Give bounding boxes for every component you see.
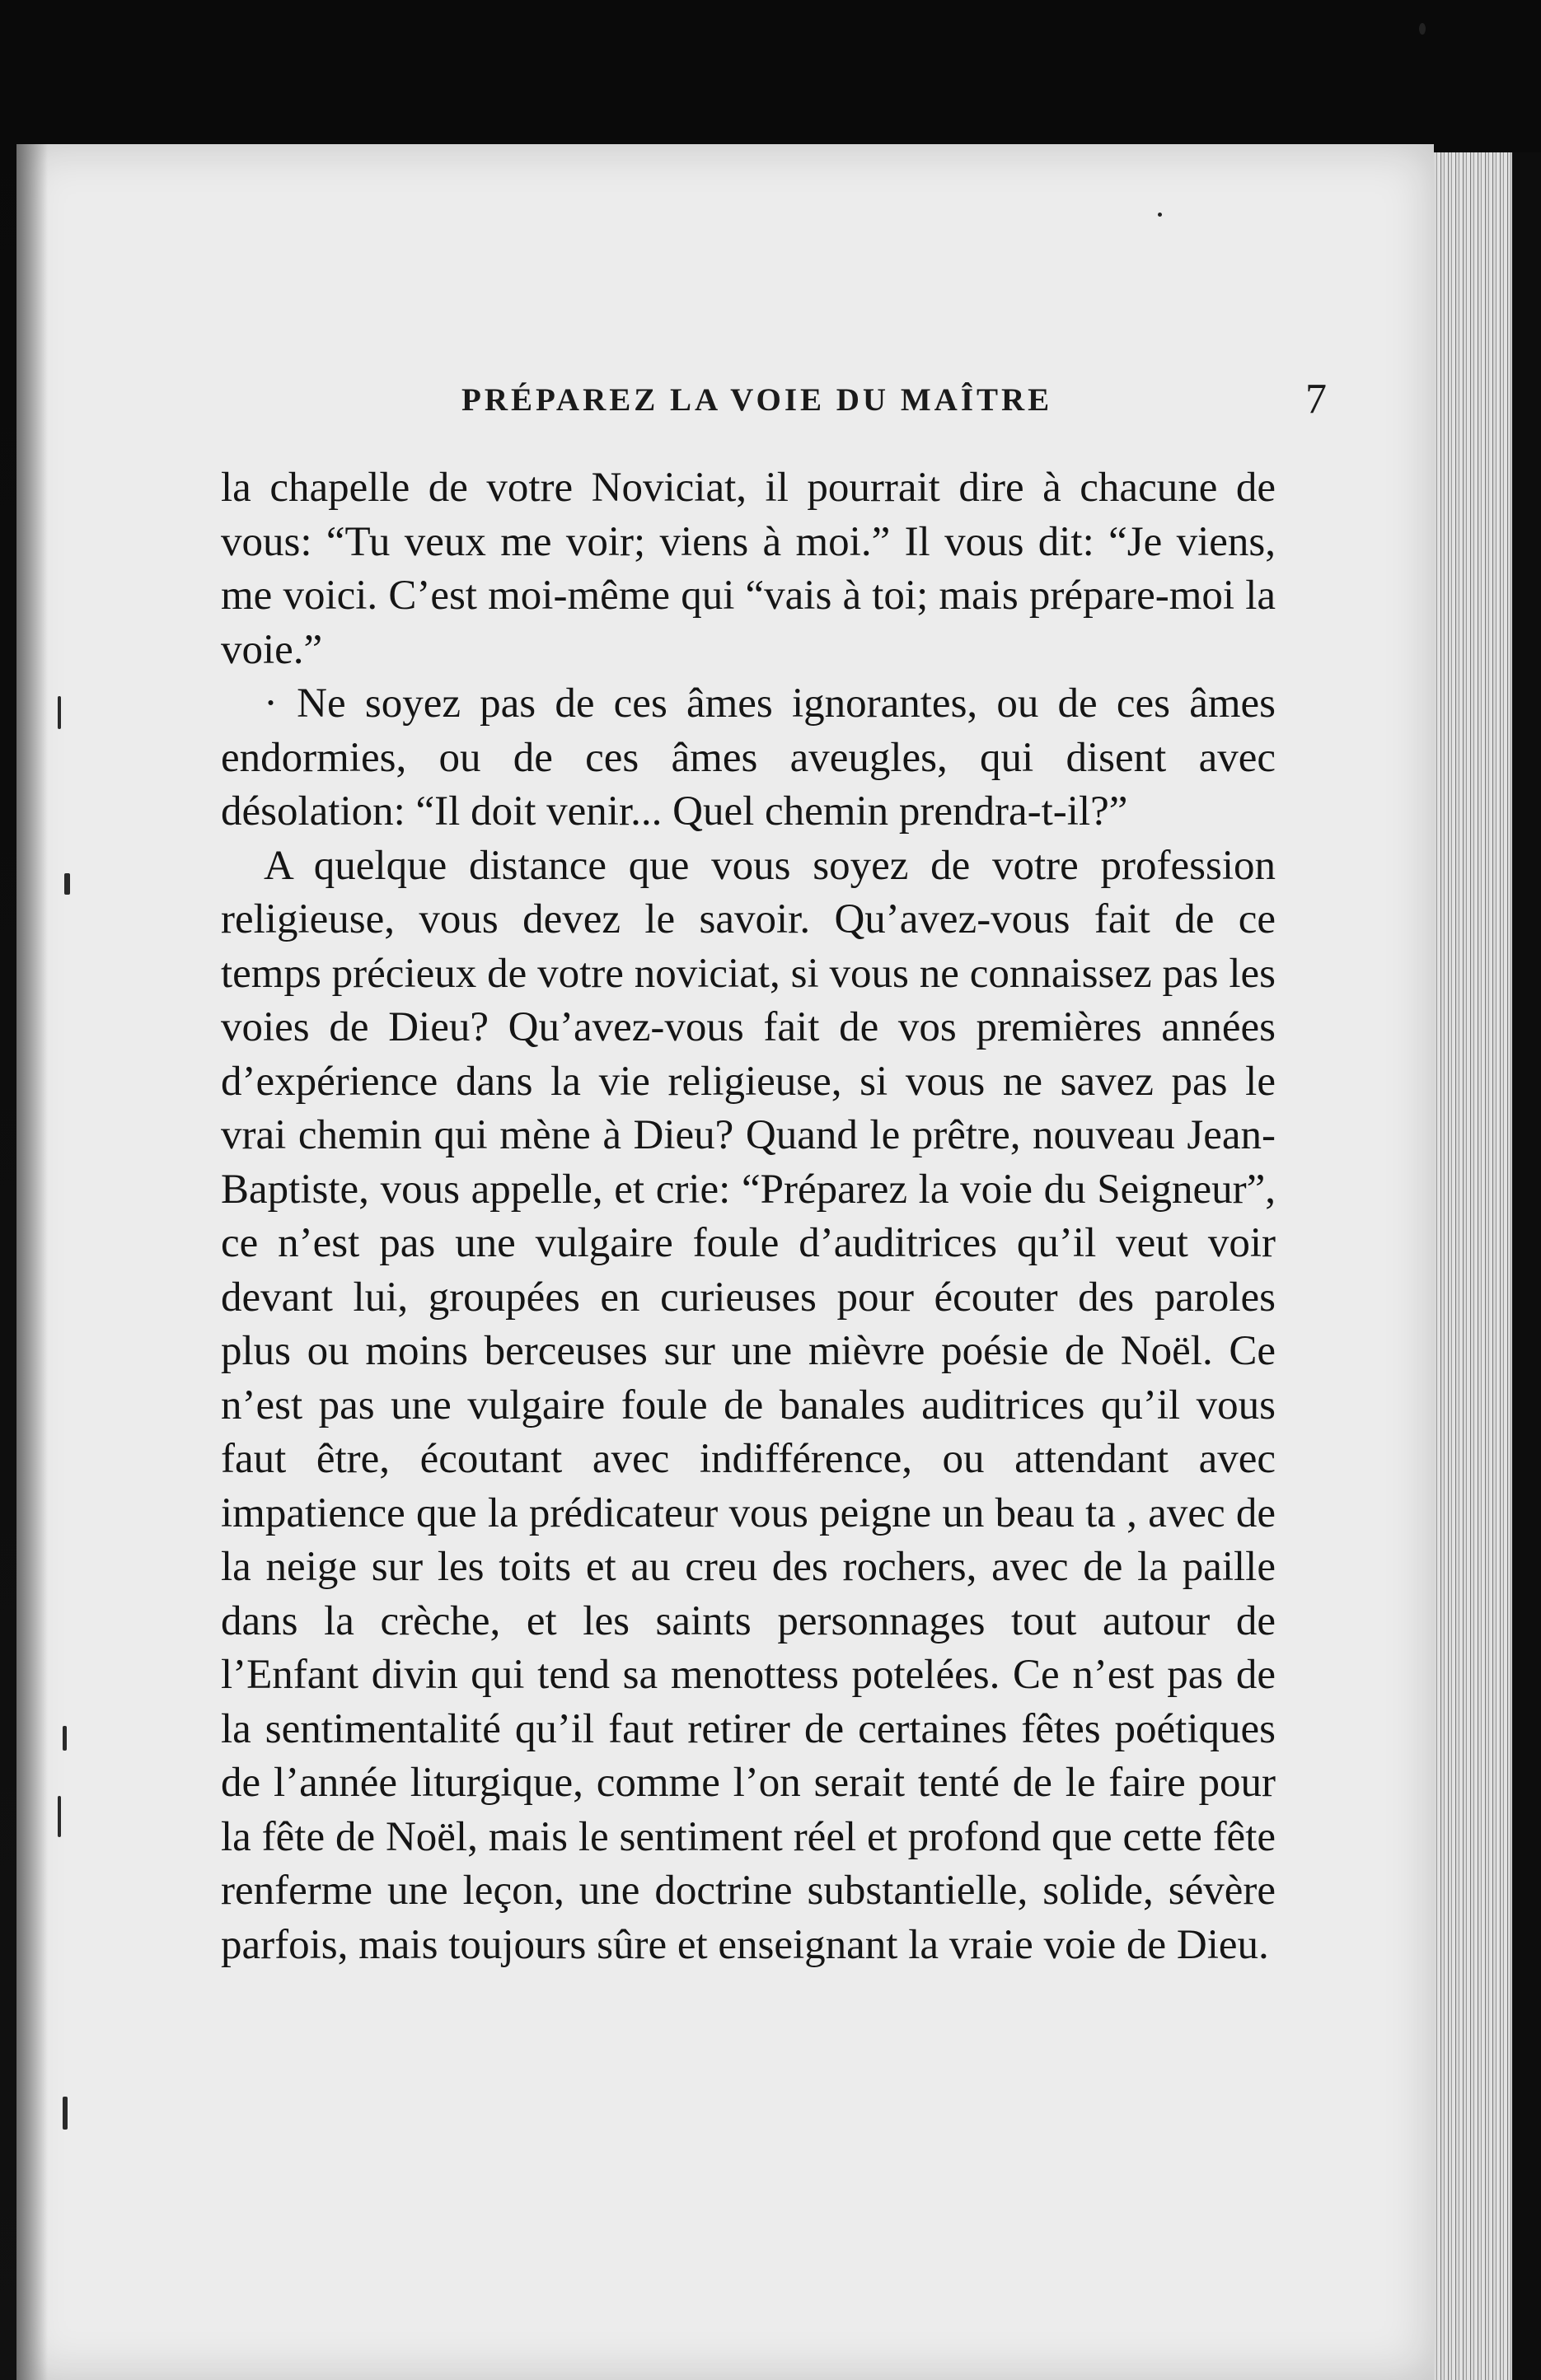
paragraph-3: A quelque distance que vous soyez de votre profession religieuse, vous devez le savoir. Qu’avez-vous fait de ce temps précieux de votre noviciat, si vous ne connaissez pas les voies de Dieu? Qu’avez-vous fait de vos premières années d’expérience dans la vie religieuse, si vous ne savez pas le vrai chemin qui mène à Dieu? Quand le prêtre, nouveau Jean-Baptiste, vous appelle, et crie: “Préparez la voie du Seigneur”, ce n’est pas une vulgaire foule d’auditrices qu’il veut voir devant lui, groupées en curieuses pour écouter des paroles plus ou moins berceuses sur une mièvre poésie de Noël. Ce n’est pas une vulgaire foule de banales auditrices qu’il vous faut être, écoutant avec indifférence, ou attendant avec impatience que la prédicateur vous peigne un beau ta , avec de la neige sur les toits et au creu des rochers, avec de la paille dans la crèche, et les saints personnages tout autour de l’Enfant divin qui tend sa menottess potelées. Ce n’est pas de la sentimentalité qu’il faut retirer de certaines fêtes poétiques de l’année liturgique, comme l’on serait tenté de le faire pour la fête de Noël, mais le sentiment réel et profond que cette fête renferme une leçon, une doctrine substantielle, solide, sévère parfois, mais toujours sûre et enseignant la vraie voie de Dieu.	[221, 842, 1276, 1968]
page-header	[437, 375, 1327, 441]
scan-speck	[1158, 213, 1162, 217]
margin-mark	[63, 1726, 67, 1751]
margin-mark	[63, 2097, 68, 2130]
paragraph-2: · Ne soyez pas de ces âmes ignorantes, ou de ces âmes endormies, ou de ces âmes aveugles, qui disent avec désolation: “Il doit venir... Quel chemin prendra-t-il?”	[221, 680, 1276, 835]
margin-mark	[64, 873, 70, 895]
page-edges	[1434, 152, 1512, 2380]
gutter-shadow	[16, 144, 48, 2380]
page-edges-shadow	[1512, 152, 1541, 2380]
running-title: PRÉPAREZ LA VOIE DU MAÎTRE	[461, 382, 1053, 418]
margin-mark	[58, 696, 61, 729]
margin-mark	[58, 1796, 61, 1837]
paragraph-1: la chapelle de votre Noviciat, il pourrait dire à chacune de vous: “Tu veux me voir; viens à moi.” Il vous dit: “Je viens, me voici. C’est moi-même qui “vais à toi; mais prépare-moi la voie.”	[221, 465, 1276, 673]
page-number: 7	[1305, 376, 1327, 423]
body-text	[221, 461, 1276, 1972]
scan-speck	[1419, 23, 1426, 35]
